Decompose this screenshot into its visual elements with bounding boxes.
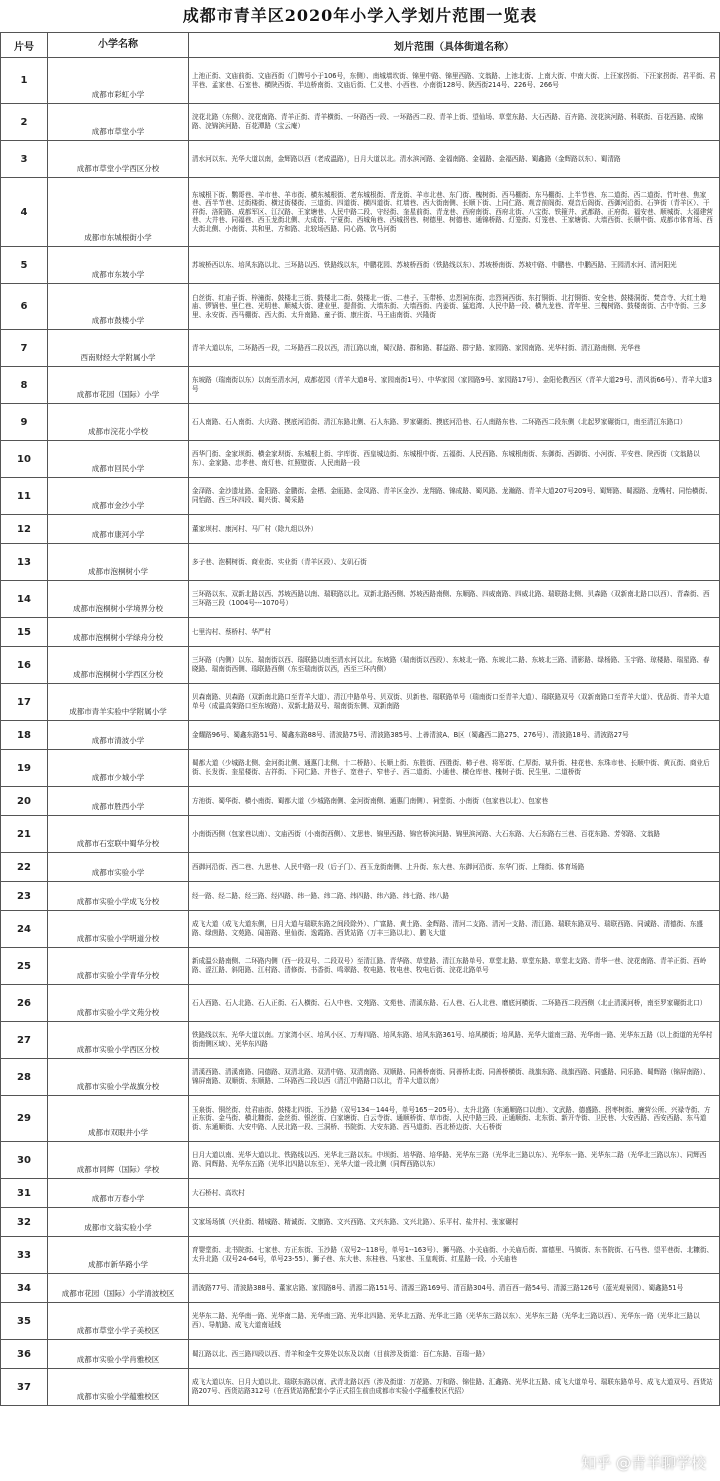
district-range: 金泽路、金沙遗址路、金阳路、金鹏街、金栖、金瓯路、金凤路、青羊区金沙、龙翔路、锦成路、蜀风路、龙瀚路、青羊大道207号209号、蜀辉路、蜀源路、龙嘴村、同怡横街、同怡路、西三环四段、蜀兴街、蜀采路 [189, 478, 720, 515]
row-number: 25 [1, 948, 48, 985]
school-name: 成都市草堂小学 [48, 104, 189, 141]
district-range: 三环路（内侧）以东、瑞南街以西、瑞联路以南至清水河以北。东坡路（瑞南街以西段）、东坡北一路、东坡北二路、东坡北三路、清影路、绿杨路、玉宇路、琼楼路、瑞星路、春晓路、瑞南街西侧、瑞联路西侧（东至瑞南街以西，西至三环内侧） [189, 647, 720, 684]
school-name: 成都市实验小学文苑分校 [48, 985, 189, 1022]
table-body [1, 58, 720, 1406]
district-range: 经一路、经二路、经三路、经四路、纬一路、纬二路、纬四路、纬六路、纬七路、纬八路 [189, 882, 720, 911]
table-row [1, 1059, 720, 1096]
district-range: 西华门街、金家坝街、横金家坝街、东城根上街、宇库街、西皇城边街、东城根中街、五福街、人民西路、东城根南街、东御街、西御街、小河街、平安巷、陕西街（文翁路以东）、金家路、忠孝巷、南灯巷、红照壁街、人民南路一段 [189, 441, 720, 478]
school-name: 成都市实验小学肖雅校区 [48, 1340, 189, 1369]
table-row [1, 1208, 720, 1237]
school-name: 成都市实验小学成飞分校 [48, 882, 189, 911]
district-range: 贝森南路、贝森路（双新南北路口至青羊大道）、清江中路单号、贝双街、贝新巷、瑞联路单号（瑞南街口至青羊大道）、瑞联路双号（双新南路口至青羊大道）、优品街、青羊大道单号（成温高架路口至东坡路）、双新北路双号、瑞南街东侧、双新南路 [189, 684, 720, 721]
school-name: 成都市青羊实验中学附属小学 [48, 684, 189, 721]
school-name: 成都市实验小学 [48, 853, 189, 882]
school-name: 成都市东城根街小学 [48, 178, 189, 247]
table-row [1, 58, 720, 104]
table-row [1, 1237, 720, 1274]
district-range: 多子巷、泡桐树街、商业街、实业街（青羊区段）、支矶石街 [189, 544, 720, 581]
row-number: 31 [1, 1179, 48, 1208]
school-name: 成都市泡桐树小学西区分校 [48, 647, 189, 684]
school-name: 成都市少城小学 [48, 750, 189, 787]
school-name: 成都市鼓楼小学 [48, 284, 189, 330]
district-range: 文家场场镇（兴业街、精城路、精诚街、文康路、文兴西路、文兴东路、文兴北路）、乐平村、盐井村、张家碾村 [189, 1208, 720, 1237]
row-number: 4 [1, 178, 48, 247]
header-range: 划片范围（具体街道名称） [189, 33, 720, 58]
table-header-row [1, 33, 720, 58]
watermark: 知乎 @青羊聊学校 [581, 1454, 706, 1472]
district-range: 蜀都大道（少城路北侧、金河街北侧、通惠门北侧、十二桥路）、长顺上街、东胜街、西胜街、柿子巷、将军街、仁厚街、斌升街、桂花巷、东珠市巷、长顺中街、黄瓦街、商业后街、长发街、奎星楼街、吉祥街、下同仁路、井巷子、宽巷子、窄巷子、西二道街、小通巷、横仓库巷、槐树子街、民生里、二道桥街 [189, 750, 720, 787]
row-number: 10 [1, 441, 48, 478]
table-row [1, 544, 720, 581]
school-name: 成都市胜西小学 [48, 787, 189, 816]
table-row [1, 478, 720, 515]
table-row [1, 1179, 720, 1208]
district-range: 金耀路96号、蜀鑫东路51号、蜀鑫东路88号、清波路75号、清波路385号、上善清波A、B区（蜀鑫西二路275、276号）、清波路18号、清波路27号 [189, 721, 720, 750]
header-school-name: 小学名称 [48, 33, 189, 58]
row-number: 3 [1, 141, 48, 178]
school-name: 成都市浣花小学校 [48, 404, 189, 441]
school-name: 成都市双眼井小学 [48, 1096, 189, 1142]
row-number: 27 [1, 1022, 48, 1059]
row-number: 28 [1, 1059, 48, 1096]
district-range: 东城根下街、鹦哥巷、羊市巷、羊市街、横东城根街、老东城根街、青龙街、羊市北巷、东门街、槐树街、西马棚街、东马棚街、上半节巷、东二道街、西二道街、竹叶巷、焦家巷、西半节巷、过街楼街、横过街楼街、三道街、四道街、横四道街、红墙巷、西大街南侧、长顺下街、上同仁路、观音前阁街、观音后阁街、西御河沿街、石笋街（青羊区）、干祥街、洛阳路、成都军区、江汉路、王家塘巷、人民中路二段、守经街、奎星前街、青龙巷、西府南街、西府北街、八宝街、铁箍井、武都路、正府街、福安巷、顺城街、大福建营巷、大井巷、同福巷、西玉龙街北侧、大成街、宁夏街、西城角巷、西城拐巷、树德里、树德巷、通锦桥路、灯笼街、灯笼巷、王家塘街、大墙西街、长顺中街、成都市体育场、西大街北侧、小南街、共和里、方和路、北较场西路、同心路、饮马河街 [189, 178, 720, 247]
district-range: 浣花北路（东侧）、浣花南路、青羊正街、青羊横街、一环路西一段、一环路西二段、青羊上街、望仙场、草堂东路、大石西路、百卉路、浣花滨河路、科联街、百花西路、成锦路、浣锦滨河路、百花潭路（宝云庵） [189, 104, 720, 141]
row-number: 33 [1, 1237, 48, 1274]
district-range: 三环路以东、双新北路以西、苏坡西路以南、瑞联路以北。双新北路西侧、苏坡西路南侧、东顺路、四威南路、四威北路、瑞联路北侧、贝森路（双新南北路口以西）、青森街、西三环路三段（1004号---1070号） [189, 581, 720, 618]
school-name: 成都市花园（国际）小学清波校区 [48, 1274, 189, 1303]
table-row [1, 1369, 720, 1406]
district-table [0, 32, 720, 1406]
district-range: 清波路77号、清波路388号、董家店路、家园路8号、清源二路151号、清源三路169号、清百路304号、清百西一路54号、清源三路126号（蓝光观景园）、蜀鑫路51号 [189, 1274, 720, 1303]
table-row [1, 330, 720, 367]
row-number: 32 [1, 1208, 48, 1237]
table-row [1, 1303, 720, 1340]
district-range: 光华东二路、光华南一路、光华南二路、光华南三路、光华北四路、光华北五路、光华北三路（光华东三路以东）、光华东三路（光华北三路以西）、光华东一路（光华北三路以西）、导航路、成飞大道南延线 [189, 1303, 720, 1340]
table-row [1, 647, 720, 684]
district-range: 董家坝村、康河村、马厂村（除九组以外） [189, 515, 720, 544]
district-range: 清水河以东、光华大道以南，金辉路以西（老成温路），日月大道以北。清水滨河路、金福南路、金福路、金福西路、蜀鑫路（金辉路以东）、蜀清路 [189, 141, 720, 178]
page-title: 成都市青羊区2020年小学入学划片范围一览表 [182, 6, 538, 25]
district-range: 育婴堂街、北书院街、七家巷、方正东街、玉沙路（双号2--118号，单号1--163号）、狮马路、小关庙街、小关庙后街、富德里、马镇街、东书院街、石马巷、望平巷街、北糠街、太升北路（双号24-64号，单号23-55）、狮子巷、东大巷、东桂巷、马家巷、玉皇观街、红星路一段、小关庙巷 [189, 1237, 720, 1274]
row-number: 24 [1, 911, 48, 948]
table-row [1, 853, 720, 882]
district-range: 日月大道以南、光华大道以北、铁路线以西、光华北三路以东。中坝街、培华路、培华路、光华东三路（光华北三路以东）、光华东一路、光华东二路（光华北三路以东）、同辉西路、同辉路、光华东五路（光华北四路以东至）、光华大道一段北侧（同辉西路以东） [189, 1142, 720, 1179]
table-row [1, 515, 720, 544]
table-row [1, 787, 720, 816]
district-range: 上池正街、文庙前街、文庙西街（门牌号小于106号，东侧）、南城墙坎街、锦里中路、锦里西路、文翁路、上池北街、上南大街、中南大街、上汪家拐街、下汪家拐街、君平街、君平巷、孟家巷、石室巷、横陕西街、半边桥南街、文庙后街、仁义巷、小西巷、小南街128号、陕西街214号、226号、266号 [189, 58, 720, 104]
table-row [1, 948, 720, 985]
row-number: 23 [1, 882, 48, 911]
district-range: 新成温公路南侧、二环路内侧（西一段双号、二段双号）至清江路、青华路、草堂路、清江东路单号、草堂北路、草堂东路、草堂北支路、青华一巷、浣花南路、青羊正街、西岭路、涩江路、斜阳路、江村路、清修街、书香街、鸣翠路、牧电路、牧电巷、牧电后街、浣花北路单号 [189, 948, 720, 985]
school-name: 西南财经大学附属小学 [48, 330, 189, 367]
row-number: 1 [1, 58, 48, 104]
district-range: 青羊大道以东，二环路西一段，二环路西二段以西，清江路以南，蜀汉路、群和路、群益路、群宁路、家园路、家园南路、光华村街、清江路南侧、光华巷 [189, 330, 720, 367]
table-row [1, 618, 720, 647]
row-number: 20 [1, 787, 48, 816]
row-number: 7 [1, 330, 48, 367]
district-range: 玉泉街、铜丝街、灶君庙街、鼓楼北四街、玉沙路（双号134－144号，单号165－205号）、太升北路（东通顺路口以南）、文武路、德盛路、拐枣树街、廉营公所、兴禄寺街、方正东街、金马街、横北糠街、金丝街、银丝街、白家塘街、白云寺街、通顺桥街、草市街、人民中路三段、正通顺街、北东街、新开寺街、卫民巷、大安西路、西安西路、东马道街、东通顺街、大安中路、人民北路一段、三洞桥、书院街、大安东路、西马道街、西北桥边街、大石桥街 [189, 1096, 720, 1142]
school-name: 成都市万春小学 [48, 1179, 189, 1208]
district-range: 白丝街、红庙子街、梓潼街、鼓楼北三街、鼓楼北二街、鼓楼北一街、二巷子、玉带桥、忠烈祠东街、忠烈祠西街、东打铜街、北打铜街、安全巷、鼓楼洞街、梵音寺、大红土地庙、锣锅巷、里仁巷、光明巷、顺城大街、建业里、提督街、大墙东街、大墙西街、内姜街、猛追湾、人民中路一段、横九龙巷、青年里、三槐树路、鼓楼南街、古中寺街、三多里、永安街、西马棚街、西大街、太升南路、童子街、康庄街、马王庙南街、兴隆街 [189, 284, 720, 330]
school-name: 成都市文翁实验小学 [48, 1208, 189, 1237]
district-range: 石人南路、石人南街、大庆路、摸底河沿街、清江东路北侧、石人东路、罗家碾街、摸底河沿巷、石人南路东巷、二环路西二段东侧（北起罗家碾街口，南至清江东路口） [189, 404, 720, 441]
row-number: 22 [1, 853, 48, 882]
district-range: 成飞大道（成飞大道东侧，日月大道与瑞联东路之间段除外）、广富路、黄土路、金辉路、清河二支路、清河一支路、清江路、瑞联东路双号、瑞联西路、同诚路、清德街、东盛路、绿茵路、文苑路、闻笛路、里仙街、逸霞路、西货站路（万丰三路以北）、鹏飞大道 [189, 911, 720, 948]
district-range: 铁路线以东、光华大道以南。万家湾小区、培风小区、万寿四路、培风东路、培风东路361号、培风横街；培风路、光华大道南三路、光华南一路、光华东五路（以上街道的光华村街南侧区域）、光华东四路 [189, 1022, 720, 1059]
row-number: 14 [1, 581, 48, 618]
school-name: 成都市实验小学青华分校 [48, 948, 189, 985]
table-row [1, 141, 720, 178]
school-name: 成都市回民小学 [48, 441, 189, 478]
row-number: 17 [1, 684, 48, 721]
table-row [1, 404, 720, 441]
school-name: 成都市实验小学战旗分校 [48, 1059, 189, 1096]
row-number: 34 [1, 1274, 48, 1303]
table-row [1, 367, 720, 404]
table-row [1, 1096, 720, 1142]
school-name: 成都市草堂小学西区分校 [48, 141, 189, 178]
table-row [1, 1340, 720, 1369]
school-name: 成都市彩虹小学 [48, 58, 189, 104]
table-row [1, 816, 720, 853]
row-number: 8 [1, 367, 48, 404]
district-range: 蜀江路以北、西三路四段以西、青羊和金牛交界处以东及以南（目前涉及街道：百仁东路、百瑞一路） [189, 1340, 720, 1369]
table-row [1, 1022, 720, 1059]
school-name: 成都市实验小学蕴雅校区 [48, 1369, 189, 1406]
row-number: 36 [1, 1340, 48, 1369]
table-row [1, 247, 720, 284]
school-name: 成都市东坡小学 [48, 247, 189, 284]
district-range: 小南街西侧（包家巷以南）、文庙西街（小南街西侧）、文思巷、锦里西路、锦官桥滨河路、锦里滨河路、大石东路、大石东路右三巷、百花东路、芳邻路、文翁路 [189, 816, 720, 853]
row-number: 35 [1, 1303, 48, 1340]
table-row [1, 985, 720, 1022]
district-range: 方池街、蜀华街、横小南街、蜀都大道（少城路南侧、金河街南侧、通惠门南侧）、祠堂街、小南街（包家巷以北）、包家巷 [189, 787, 720, 816]
row-number: 11 [1, 478, 48, 515]
school-name: 成都市康河小学 [48, 515, 189, 544]
table-row [1, 581, 720, 618]
school-name: 成都市泡桐树小学绿舟分校 [48, 618, 189, 647]
row-number: 9 [1, 404, 48, 441]
school-name: 成都市清波小学 [48, 721, 189, 750]
row-number: 6 [1, 284, 48, 330]
row-number: 2 [1, 104, 48, 141]
row-number: 18 [1, 721, 48, 750]
row-number: 13 [1, 544, 48, 581]
row-number: 15 [1, 618, 48, 647]
district-range: 西御河沿街、西二巷、九思巷、人民中路一段（后子门）、西玉龙街南侧、上升街、东大巷、东御河沿街、东华门街、上翔街、体育场路 [189, 853, 720, 882]
district-range: 苏坡桥西以东、培风东路以北、三环路以西、铁路线以东，中鹏花园、苏坡桥西街（铁路线以东）、苏坡桥南街、苏坡中路、中鹏巷、中鹏西路、王园清水河、清河阳光 [189, 247, 720, 284]
row-number: 29 [1, 1096, 48, 1142]
table-row [1, 284, 720, 330]
district-range: 成飞大道以东、日月大道以北、瑞联东路以南、武青北路以西（涉及街道：万花路、万和路、锦佳路、汇鑫路、光华北五路、成飞大道单号、瑞联东路单号、成飞大道双号、西货站路207号、西货站路312号（在西货站路配套小学正式招生前由成都市实验小学蕴雅校区代招） [189, 1369, 720, 1406]
row-number: 16 [1, 647, 48, 684]
school-name: 成都市同辉（国际）学校 [48, 1142, 189, 1179]
row-number: 30 [1, 1142, 48, 1179]
table-row [1, 911, 720, 948]
district-range: 石人西路、石人北路、石人正街、石人横街、石人中巷、文苑路、文苑巷、清溪东路、石人巷、石人北巷、磨底河横街、二环路西二段西侧（北止清溪河桥，南至罗家碾街北口） [189, 985, 720, 1022]
row-number: 5 [1, 247, 48, 284]
school-name: 成都市新华路小学 [48, 1237, 189, 1274]
row-number: 26 [1, 985, 48, 1022]
table-row [1, 1142, 720, 1179]
table-row [1, 1274, 720, 1303]
table-row [1, 750, 720, 787]
table-row [1, 721, 720, 750]
school-name: 成都市实验小学西区分校 [48, 1022, 189, 1059]
school-name: 成都市实验小学明道分校 [48, 911, 189, 948]
district-range: 大石桥村、高坎村 [189, 1179, 720, 1208]
school-name: 成都市花园（国际）小学 [48, 367, 189, 404]
row-number: 19 [1, 750, 48, 787]
row-number: 21 [1, 816, 48, 853]
school-name: 成都市金沙小学 [48, 478, 189, 515]
school-name: 成都市草堂小学子美校区 [48, 1303, 189, 1340]
school-name: 成都市泡桐树小学境界分校 [48, 581, 189, 618]
school-name: 成都市泡桐树小学 [48, 544, 189, 581]
district-range: 清溪西路、清溪南路、同德路、双清北路、双清中路、双清南路、双顺路、同善桥南街、同善桥北街、同善桥横街、战旗东路、战旗西路、同盛路、同乐路、蜀辉路（锦屏南路）、锦屏南路、双顺街、东顺路、二环路西二段以西（清江中路路口以北，青羊大道以南） [189, 1059, 720, 1096]
table-row [1, 104, 720, 141]
table-row [1, 882, 720, 911]
table-row [1, 178, 720, 247]
row-number: 12 [1, 515, 48, 544]
district-range: 七里沟村、蔡桥村、华严村 [189, 618, 720, 647]
table-row [1, 441, 720, 478]
header-no: 片号 [1, 33, 48, 58]
row-number: 37 [1, 1369, 48, 1406]
table-row [1, 684, 720, 721]
district-range: 东坡路（瑞南街以东）以南至清水河，成都花园（青羊大道8号、家园南街1号）、中华家园（家园路9号、家园路17号）、金阳伦教西区（青羊大道29号、清风街66号）、青羊大道3号 [189, 367, 720, 404]
school-name: 成都市石室联中蜀华分校 [48, 816, 189, 853]
